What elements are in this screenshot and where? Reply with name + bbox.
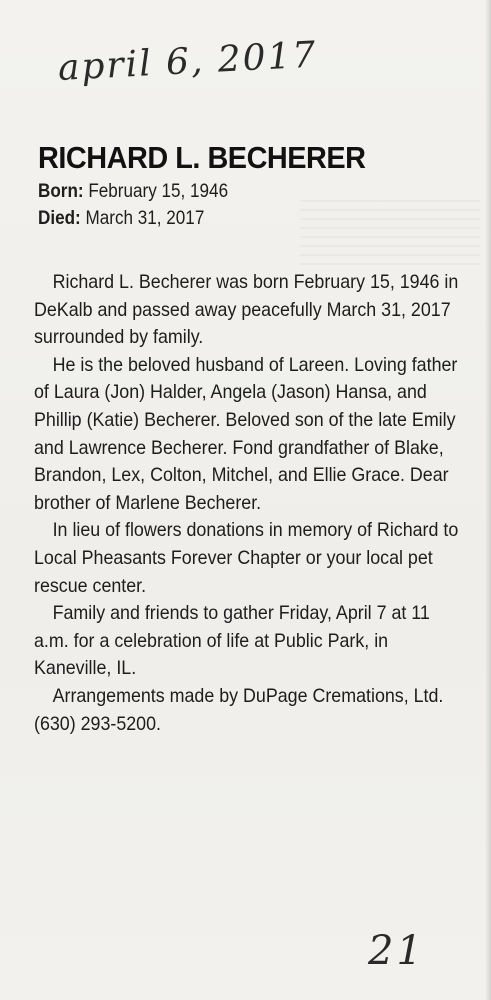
paragraph-birth-death: Richard L. Becherer was born February 15, 1946 in DeKalb and passed away peacefully March 31, 2017 surrounded by family. [34, 272, 459, 349]
paragraph-arrangements: Arrangements made by DuPage Cremations, Ltd. (630) 293-5200. [34, 685, 444, 735]
born-label: Born: [38, 181, 84, 202]
born-date: February 15, 1946 [83, 181, 229, 202]
born-line [38, 181, 228, 203]
died-label: Died: [38, 208, 81, 229]
handwritten-date: april 6, 2017 [56, 34, 319, 89]
paragraph-family: He is the beloved husband of Lareen. Loving father of Laura (Jon) Halder, Angela (Jason) Hansa, and Phillip (Katie) Becherer. Beloved son of the late Emily and Lawrence Becherer. Fond grandfather of Blake, Brandon, Lex, Colton, Mitchel, and Ellie Grace. Dear brother of Marlene Becherer. [34, 354, 458, 514]
clipping-edge-shadow [485, 0, 491, 1000]
obituary-body [34, 269, 474, 738]
obituary-name: RICHARD L. BECHERER [38, 140, 366, 175]
paragraph-service: Family and friends to gather Friday, April 7 at 11 a.m. for a celebration of life at Public Park, in Kaneville, IL. [34, 603, 430, 680]
paragraph-donations: In lieu of flowers donations in memory of Richard to Local Pheasants Forever Chapter or your local pet rescue center. [34, 520, 459, 597]
handwritten-page-number: 21 [368, 928, 425, 974]
died-line [38, 208, 204, 230]
died-date: March 31, 2017 [80, 208, 205, 229]
bleed-through-texture [300, 195, 480, 265]
